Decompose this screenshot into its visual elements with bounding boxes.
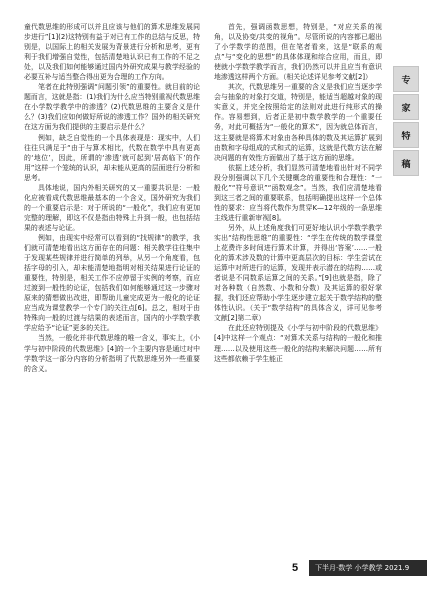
- side-tag: 稿: [393, 150, 419, 176]
- page-number: 5: [292, 562, 299, 574]
- paragraph: 例如，缺乏自觉性的一个具体表现是：现实中，人们往往只满足于“由于与算术相比，代数在数学中具有更高的‘地位’，因此，所谓的‘渗透’就可起到‘居高临下’的作用”这样一个笼统的认识，却未能从更高的层面进行分析和思考。: [24, 133, 200, 182]
- article-column-left: [24, 22, 200, 542]
- paragraph: 依据上述分析，我们显然可清楚地看出针对不同学段分别强调以下几个关键概念的重要性和合理性：“一般化”“符号意识”“函数观念”。当然，我们应清楚地看到这三者之间的重要联系，包括明确提出这样一个总体性的要求：应当将代数作为贯穿K—12年级的一条思维主线进行重新审视[8]。: [214, 163, 382, 222]
- paragraph: 在此还应特别提及《小学与初中阶段的代数思维》[4]中这样一个观点：“对算术关系与结构的一般化和推理……以及使用这些一般化的结构来解决问题……所有这些都依赖于学生能正: [214, 324, 382, 363]
- paragraph: 笔者在此特别强调“问题引领”的重要性。就目前的论题而言，这就是指：(1)我们为什么应当特别重视代数思维在小学数学教学中的渗透？(2)代数思维的主要含义是什么？(3)我们应如何做好所说的渗透工作？国外的相关研究在这方面为我们提供的主要启示是什么？: [24, 83, 200, 132]
- paragraph: 例如，由现实中经常可以看到的“找规律”的教学，我们就可清楚地看出这方面存在的问题：相关教学往往集中于发现某些规律并进行简单的列举，从另一个角度看，包括字母的引入，却未能清楚地指明对相关结果进行论证的重要性，特别是，相关工作不应停留于实例的考察，而应过渡到一般性的论证，包括我们如何能够通过这一步骤对原来的猜想做出改进，即帮助儿童完成更为一般化的论证应当成为课堂教学一个专门的关注点[6]。总之，相对于由特殊向一般的过渡与结果的表述而言，国内的小学数学教学应给予“论证”更多的关注。: [24, 233, 200, 333]
- paragraph: 童代数思维的形成可以并且应该与他们的算术思维发展同步进行”[1](2)这特别有益于对已有工作的总结与反思，特别是，以国际上的相关发展为背景进行分析和思考，更有利于我们增强自觉性，包括清楚地认识已有工作的不足之处，以及我们如何能够通过国内外研究成果与教学经验的必要互补与适当整合得出更为合理的工作方向。: [24, 23, 200, 82]
- paragraph: 当然，一般化并非代数思维的唯一含义，事实上，《小学与初中阶段的代数思维》[4]的一个主要内容是通过对中学数学这一部分内容的分析指明了代数思维另外一些重要的含义。: [24, 334, 200, 373]
- side-tag: 特: [393, 122, 419, 148]
- paragraph: 具体地说，国内外相关研究的又一重要共识是：一般化应被看成代数思维最基本的一个含义，国外研究为我们的一个重要启示是：对于所说的“一般化”，我们应有更加完整的理解，即这不仅是指由特殊上升到一般，也包括结果的表述与论证。: [24, 183, 200, 232]
- side-tag: 家: [393, 94, 419, 120]
- publication-banner: 下半月·数学 小学教学 2021.9: [309, 560, 427, 576]
- side-tag-group: [393, 66, 419, 178]
- paragraph: 另外，从上述角度我们可更好地认识小学数学教学实出“结构性思维”的重要性：“学生在传统的数学课堂上花费许多时间进行算术计算，并得出‘答案’……一般化的算术涉及数的计算中更高层次的目标：学生尝试在运算中对所进行的运算，发现并表示潜在的结构……或者说是不同数系运算之间的关系。”[9]也就是指，除了对各种数（自然数、小数和分数）及其运算的很好掌握，我们还应帮助小学生逐步建立起关于数学结构的整体性认识。（关于“数学结构”的具体含义，详可见参考文献[2]第二章）: [214, 223, 382, 323]
- paragraph: 首先，强调函数思想，特别是，“对应关系的视角，以及协变/共变的视角”。尽管所说的内容都已超出了小学数学的范围，但在笔者看来，这是“联系的观点”与“变化的思想”的具体体现和综合应用，而且，即使就小学数学教学而言，我们仍然可以并且应当有意识地渗透这样两个方面。（相关论述详见参考文献[2]）: [214, 23, 382, 82]
- side-tag: 专: [393, 66, 419, 92]
- page-footer: [0, 560, 427, 594]
- article-column-right: [214, 22, 382, 542]
- paragraph: 其次，代数思维另一重要的含义是我们应当逐步学会与抽象的对象打交道，特别是，能适当超越对象的现实意义，并完全按照给定的法则对此进行纯形式的操作。容易想到，后者正是初中数学教学的一个重要任务，对此可概括为“一般化的算术”，因为就总体而言，这主要就是将算术对象由各种具体的数及其运算扩展到由数和字母组成的式和式的运算，这就是代数方法在解决问题的有效性方面做出了基于这方面的思维。: [214, 83, 382, 162]
